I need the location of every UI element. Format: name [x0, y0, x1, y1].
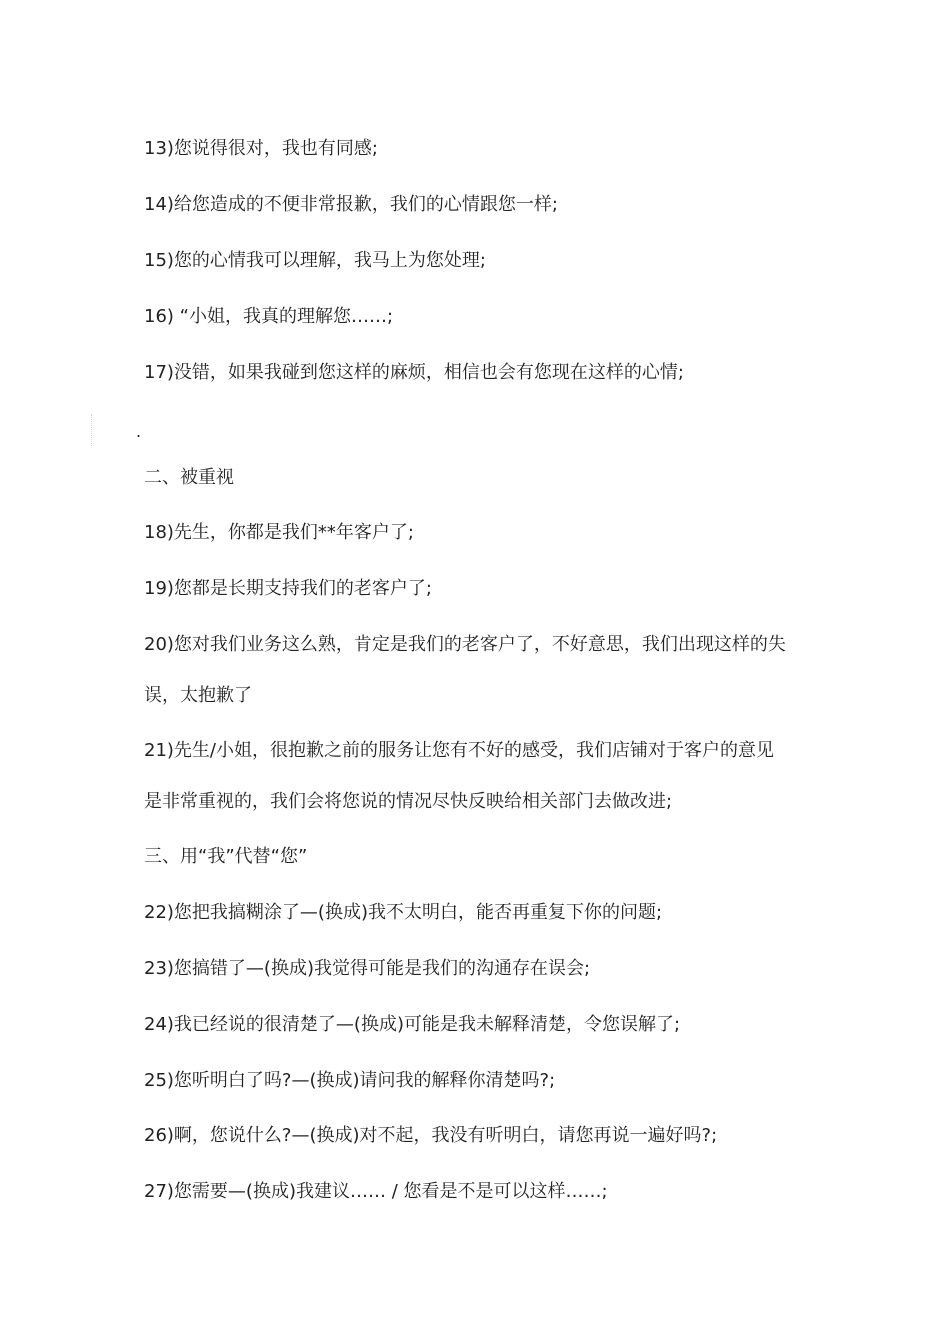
line-18: 18)先生，你都是我们**年客户了;: [144, 522, 414, 543]
line-27: 27)您需要—(换成)我建议…… / 您看是不是可以这样……;: [144, 1181, 608, 1202]
line-19: 19)您都是长期支持我们的老客户了;: [144, 578, 432, 599]
margin-mark: [91, 414, 94, 446]
line-16: 16) “小姐，我真的理解您……;: [144, 306, 394, 327]
line-24: 24)我已经说的很清楚了—(换成)可能是我未解释清楚，令您误解了;: [144, 1014, 681, 1035]
line-15: 15)您的心情我可以理解，我马上为您处理;: [144, 250, 486, 271]
line-22: 22)您把我搞糊涂了—(换成)我不太明白，能否再重复下你的问题;: [144, 902, 663, 923]
line-21b: 是非常重视的，我们会将您说的情况尽快反映给相关部门去做改进;: [144, 791, 673, 812]
line-20a: 20)您对我们业务这么熟，肯定是我们的老客户了，不好意思，我们出现这样的失: [144, 634, 786, 655]
line-13: 13)您说得很对，我也有同感;: [144, 138, 378, 159]
line-26: 26)啊，您说什么?—(换成)对不起，我没有听明白，请您再说一遍好吗?;: [144, 1125, 718, 1146]
line-25: 25)您听明白了吗?—(换成)请问我的解释你清楚吗?;: [144, 1070, 556, 1091]
section-heading-3: 三、用“我”代替“您”: [144, 846, 308, 867]
line-17: 17)没错，如果我碰到您这样的麻烦，相信也会有您现在这样的心情;: [144, 362, 684, 383]
line-20b: 误，太抱歉了: [144, 685, 252, 706]
line-23: 23)您搞错了—(换成)我觉得可能是我们的沟通存在误会;: [144, 958, 591, 979]
separator-dot: .: [136, 422, 142, 441]
line-14: 14)给您造成的不便非常报歉，我们的心情跟您一样;: [144, 194, 558, 215]
line-21a: 21)先生/小姐，很抱歉之前的服务让您有不好的感受，我们店铺对于客户的意见: [144, 740, 774, 761]
section-heading-2: 二、被重视: [144, 467, 234, 488]
